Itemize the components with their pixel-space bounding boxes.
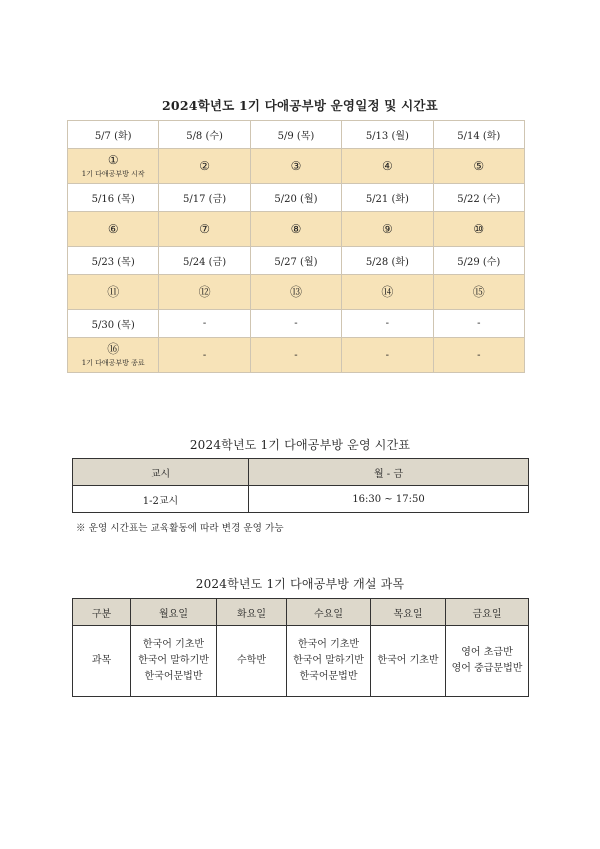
date-cell: 5/24 (금) — [159, 247, 250, 275]
session-number: ⑮ — [472, 284, 485, 299]
date-cell: 5/29 (수) — [433, 247, 524, 275]
session-cell — [342, 212, 433, 247]
subjects-header-friday: 금요일 — [446, 599, 529, 626]
subjects-header-thursday: 목요일 — [371, 599, 446, 626]
session-number: ⑬ — [289, 284, 302, 299]
hours-header-days: 월 - 금 — [249, 459, 529, 486]
date-cell: 5/22 (수) — [433, 184, 524, 212]
session-cell: - — [159, 338, 250, 373]
subjects-header-row — [73, 599, 529, 626]
subjects-table — [72, 598, 529, 697]
session-cell — [68, 149, 159, 184]
session-cell: - — [433, 338, 524, 373]
session-cell — [342, 149, 433, 184]
session-number: ⑧ — [290, 221, 302, 236]
session-number: ⑩ — [473, 221, 485, 236]
date-cell: - — [159, 310, 250, 338]
schedule-session-row — [68, 338, 525, 373]
hours-time: 16:30 ~ 17:50 — [249, 486, 529, 513]
session-cell — [159, 275, 250, 310]
session-number: ① — [107, 152, 119, 167]
hours-footnote: ※ 운영 시간표는 교육활동에 따라 변경 운영 가능 — [76, 523, 284, 534]
session-number: ⑦ — [199, 221, 210, 236]
date-cell: 5/7 (화) — [68, 121, 159, 149]
subjects-tuesday — [217, 626, 287, 697]
schedule-session-row — [68, 149, 525, 184]
session-cell — [433, 212, 524, 247]
subject-item: 영어 중급문법반 — [451, 663, 523, 674]
session-cell — [433, 275, 524, 310]
session-number: ⑪ — [107, 284, 120, 299]
subjects-row — [73, 626, 529, 697]
hours-title: 2024학년도 1기 다애공부방 운영 시간표 — [189, 438, 411, 452]
subject-item: 수학반 — [237, 655, 266, 666]
subjects-thursday — [371, 626, 446, 697]
schedule-date-row — [68, 184, 525, 212]
date-cell: 5/13 (월) — [342, 121, 433, 149]
subject-item: 한국어문법반 — [299, 671, 358, 682]
session-number: ⑭ — [381, 284, 394, 299]
session-cell — [433, 149, 524, 184]
hours-table — [72, 458, 529, 513]
schedule-date-row — [68, 310, 525, 338]
date-cell: - — [433, 310, 524, 338]
schedule-title: 2024학년도 1기 다애공부방 운영일정 및 시간표 — [162, 98, 438, 113]
session-number: ② — [199, 158, 210, 173]
session-note: 1기 다애공부방 종료 — [81, 358, 145, 367]
schedule-session-row — [68, 275, 525, 310]
session-note: 1기 다애공부방 시작 — [81, 169, 145, 178]
session-number: ⑥ — [107, 221, 119, 236]
hours-header-row — [73, 459, 529, 486]
subjects-monday — [131, 626, 217, 697]
hours-header-period: 교시 — [73, 459, 249, 486]
session-number: ⑯ — [107, 341, 120, 356]
date-cell: 5/16 (목) — [68, 184, 159, 212]
subjects-header-monday: 월요일 — [131, 599, 217, 626]
session-cell — [250, 212, 341, 247]
subject-item: 한국어문법반 — [144, 671, 203, 682]
session-cell — [159, 212, 250, 247]
subjects-header-category: 구분 — [73, 599, 131, 626]
subjects-header-wednesday: 수요일 — [287, 599, 371, 626]
schedule-date-row — [68, 121, 525, 149]
session-cell: - — [342, 338, 433, 373]
date-cell: - — [250, 310, 341, 338]
subject-item: 한국어 기초반 — [142, 639, 205, 650]
schedule-table — [67, 120, 525, 373]
date-cell: 5/9 (목) — [250, 121, 341, 149]
date-cell: 5/30 (목) — [68, 310, 159, 338]
session-cell: - — [250, 338, 341, 373]
subject-item: 한국어 말하기반 — [138, 655, 209, 666]
date-cell: - — [342, 310, 433, 338]
session-cell — [250, 149, 341, 184]
session-cell — [159, 149, 250, 184]
session-cell — [250, 275, 341, 310]
subjects-row-label: 과목 — [73, 626, 131, 697]
hours-row — [73, 486, 529, 513]
subjects-wednesday — [287, 626, 371, 697]
hours-period: 1-2교시 — [73, 486, 249, 513]
subjects-title: 2024학년도 1기 다애공부방 개설 과목 — [195, 577, 405, 591]
subjects-friday — [446, 626, 529, 697]
date-cell: 5/27 (월) — [250, 247, 341, 275]
session-cell — [68, 212, 159, 247]
session-cell — [68, 275, 159, 310]
date-cell: 5/23 (목) — [68, 247, 159, 275]
session-number: ⑫ — [198, 284, 211, 299]
session-number: ⑤ — [473, 158, 485, 173]
date-cell: 5/28 (화) — [342, 247, 433, 275]
subjects-header-tuesday: 화요일 — [217, 599, 287, 626]
session-number: ④ — [381, 158, 393, 173]
subject-item: 한국어 기초반 — [297, 639, 360, 650]
session-cell — [342, 275, 433, 310]
subject-item: 한국어 기초반 — [377, 655, 439, 666]
session-number: ③ — [290, 158, 302, 173]
session-cell — [68, 338, 159, 373]
date-cell: 5/20 (월) — [250, 184, 341, 212]
session-number: ⑨ — [381, 221, 393, 236]
date-cell: 5/21 (화) — [342, 184, 433, 212]
subject-item: 한국어 말하기반 — [293, 655, 364, 666]
date-cell: 5/17 (금) — [159, 184, 250, 212]
schedule-session-row — [68, 212, 525, 247]
subject-item: 영어 초급반 — [461, 647, 513, 658]
date-cell: 5/14 (화) — [433, 121, 524, 149]
schedule-date-row — [68, 247, 525, 275]
date-cell: 5/8 (수) — [159, 121, 250, 149]
